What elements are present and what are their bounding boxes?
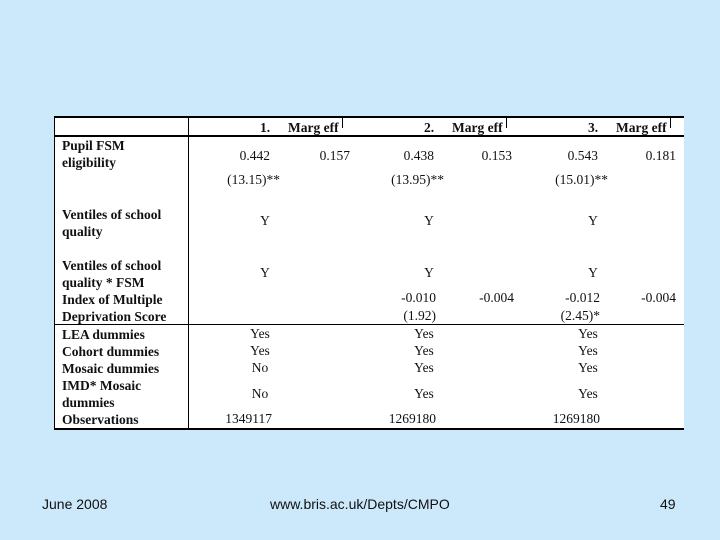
cohort-2: Yes [414, 343, 434, 358]
header-col-1: 1. [260, 120, 271, 135]
row-label-mosaic: Mosaic dummies [62, 361, 160, 376]
imd-marg-3: -0.004 [641, 290, 676, 305]
imd-mosaic-3: Yes [578, 386, 598, 401]
ventiles-1: Y [260, 213, 270, 228]
imd-mosaic-2: Yes [414, 386, 434, 401]
lea-1: Yes [250, 326, 270, 341]
outer-left-border [54, 116, 55, 430]
marg-eff-3-tick [670, 118, 671, 128]
lea-3: Yes [578, 326, 598, 341]
row-label-observations: Observations [62, 412, 139, 427]
fsm-marg-2: 0.153 [481, 148, 512, 163]
fsm-coef-2: 0.438 [403, 148, 434, 163]
ventiles-fsm-2: Y [424, 265, 434, 280]
imd-tstat-2: (1.92) [403, 308, 436, 323]
row-label-imd-mosaic: IMD* Mosaic dummies [62, 378, 142, 410]
lea-2: Yes [414, 326, 434, 341]
ventiles-fsm-3: Y [588, 265, 598, 280]
imd-coef-2: -0.010 [401, 290, 436, 305]
fsm-coef-3: 0.543 [567, 148, 598, 163]
top-rule [54, 116, 684, 118]
ventiles-3: Y [588, 213, 598, 228]
row-label-imd: Index of Multiple Deprivation Score [62, 292, 167, 324]
fsm-coef-1: 0.442 [239, 148, 270, 163]
mosaic-1: No [251, 360, 269, 375]
mosaic-3: Yes [578, 360, 598, 375]
imd-marg-2: -0.004 [479, 290, 514, 305]
header-marg-eff-3: Marg eff [616, 120, 667, 135]
ventiles-fsm-1: Y [260, 265, 270, 280]
header-marg-eff-1: Marg eff [288, 120, 339, 135]
slide-number: 49 [660, 496, 676, 512]
fsm-tstat-3: (15.01)** [555, 172, 608, 187]
fsm-tstat-1: (13.15)** [227, 172, 280, 187]
bottom-rule [54, 428, 684, 430]
row-label-cohort: Cohort dummies [62, 344, 160, 359]
header-col-2: 2. [424, 120, 435, 135]
regression-table [54, 116, 684, 430]
observations-1: 1349117 [225, 411, 272, 426]
footer-url[interactable]: www.bris.ac.uk/Depts/CMPO [270, 496, 450, 512]
row-label-lea: LEA dummies [62, 327, 145, 342]
fsm-marg-3: 0.181 [645, 148, 676, 163]
observations-2: 1269180 [388, 411, 436, 426]
header-marg-eff-2: Marg eff [452, 120, 503, 135]
footer-date: June 2008 [42, 496, 108, 512]
imd-coef-3: -0.012 [565, 290, 600, 305]
ventiles-2: Y [424, 213, 434, 228]
header-col-3: 3. [588, 120, 599, 135]
mosaic-2: Yes [414, 360, 434, 375]
imd-mosaic-1: No [251, 386, 269, 401]
fsm-tstat-2: (13.95)** [391, 172, 444, 187]
marg-eff-1-tick [342, 118, 343, 128]
cohort-3: Yes [578, 343, 598, 358]
observations-3: 1269180 [552, 411, 600, 426]
fsm-marg-1: 0.157 [319, 148, 350, 163]
imd-tstat-3: (2.45)* [560, 308, 600, 323]
row-label-ventiles-fsm: Ventiles of school quality * FSM [62, 258, 162, 290]
marg-eff-2-tick [506, 118, 507, 128]
cohort-1: Yes [250, 343, 270, 358]
row-label-fsm: Pupil FSM eligibility [62, 138, 125, 170]
row-label-ventiles: Ventiles of school quality [62, 207, 162, 239]
